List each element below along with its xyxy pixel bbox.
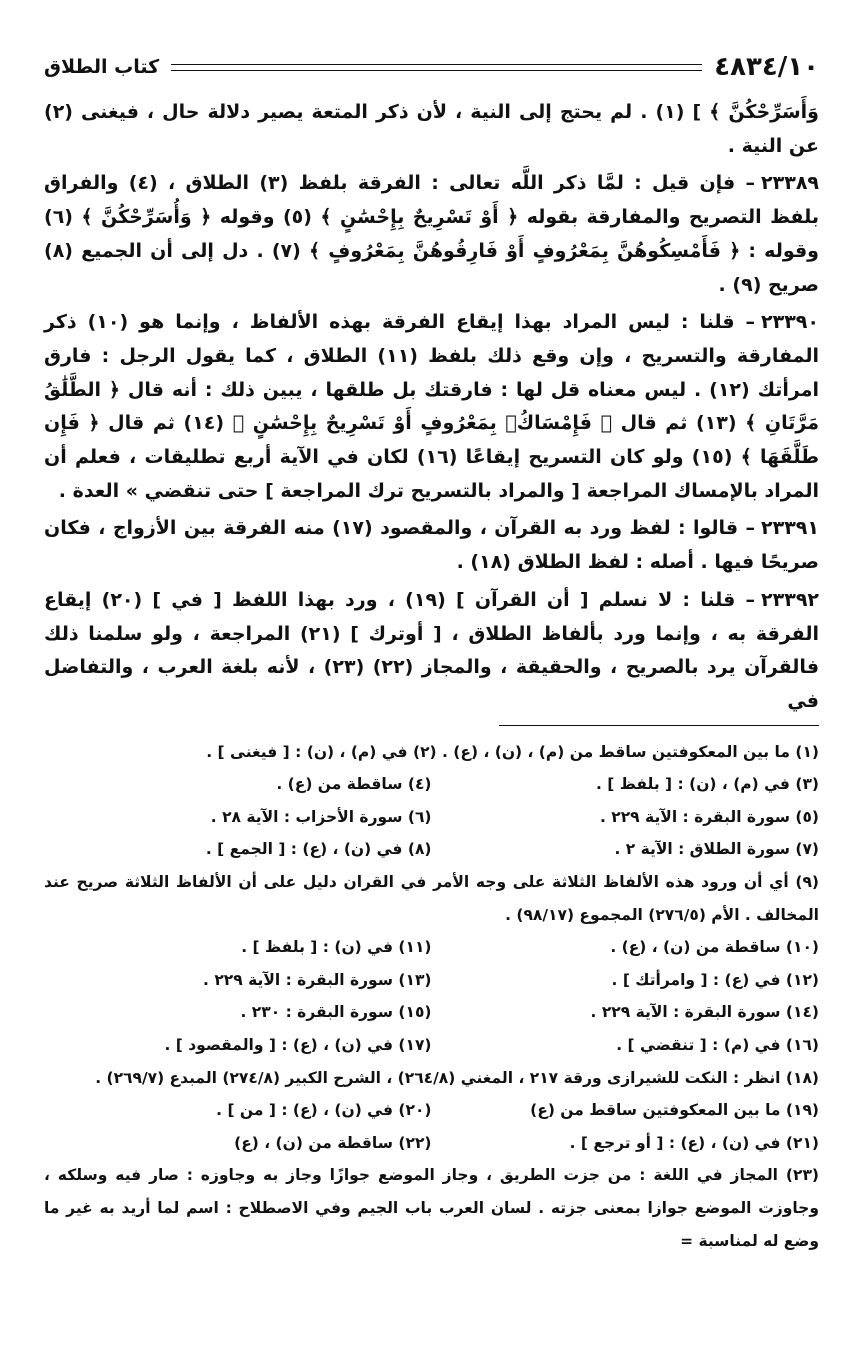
footnote-row [44, 833, 819, 866]
issue-paragraph [44, 512, 819, 579]
footnote: (٨) في (ن) ، (ع) : [ الجمع ] . [205, 840, 432, 859]
paragraph-text: – فإن قيل : لمَّا ذكر اللَّه تعالى : الفرقة بلفظ (٣) الطلاق ، (٤) والفراق بلفظ التصريح والمفارقة بقوله ﴿ أَوْ تَسْرِيحٌ بِإِحْسَٰنٍ ﴾ (٥) وقوله ﴿ وَأُسَرِّحْكُنَّ ﴾ (٦) وقوله : ﴿ فَأَمْسِكُوهُنَّ بِمَعْرُوفٍ أَوْ فَارِقُوهُنَّ بِمَعْرُوفٍ ﴾ (٧) . دل إلى أن الجميع (٨) صريح (٩) . [44, 172, 819, 296]
paragraph-text: – قلنا : ليس المراد بهذا إيقاع الفرقة بهذه الألفاظ ، وإنما هو (١٠) ذكر المفارقة والتسريح ، وإن وقع ذلك بلفظ (١١) الطلاق ، كما يقول الرجل : فارق امرأتك (١٢) . ليس معناه قل لها : فارقتك بل طلقها ، يبين ذلك : أنه قال ﴿ الطَّلَٰقُ مَرَّتَانِ ﴾ (١٣) ثم قال ﴿ فَإِمْسَاكُۢ بِمَعْرُوفٍ أَوْ تَسْرِيحٌ بِإِحْسَٰنٍ ﴾ (١٤) ثم قال ﴿ فَإِن طَلَّقَهَا ﴾ (١٥) ولو كان التسريح إيقاعًا (١٦) لكان في الآية أربع تطليقات ، فعلم أن المراد بالإمساك المراجعة [ والمراد بالتسريح ترك المراجعة ] حتى تنقضي » العدة . [44, 311, 820, 502]
footnote: (١٠) ساقطة من (ن) ، (ع) . [610, 938, 819, 957]
footnote-row [44, 768, 819, 801]
footnote: (١٣) سورة البقرة : الآية ٢٢٩ . [203, 970, 432, 989]
footnote-row [44, 1094, 819, 1127]
footnote-line: (٩) أي أن ورود هذه الألفاظ الثلاثة على وجه الأمر في القران دليل على أن الألفاظ الثلاثة صريح عند المخالف . الأم (٢٧٦/٥) المجموع (٩٨/١٧) . [44, 873, 819, 924]
footnote: (١٥) سورة البقرة : ٢٣٠ . [240, 1003, 432, 1022]
footnote-row [44, 801, 819, 834]
footnote: (٧) سورة الطلاق : الآية ٢ . [614, 840, 819, 859]
paragraph-text: – قالوا : لفظ ورد به القرآن ، والمقصود (١٧) منه الفرقة بين الأزواج ، فكان صريحًا فيها . أصله : لفظ الطلاق (١٨) . [44, 517, 819, 574]
footnote: (٦) سورة الأحزاب : الآية ٢٨ . [210, 807, 432, 826]
page-number: ٤٨٣٤/١٠ [714, 52, 819, 82]
paragraph-text: وَأَسَرِّحْكُنَّ ﴾ ] (١) . لم يحتج إلى النية ، لأن ذكر المتعة يصير دلالة حال ، فيغنى (٢) عن النية . [44, 101, 819, 157]
footnote: (١٧) في (ن) ، (ع) : [ والمقصود ] . [164, 1036, 432, 1054]
footnote-row [44, 1127, 819, 1160]
issue-number: ٢٣٣٩٢ [761, 588, 820, 611]
footnote: (٢٠) في (ن) ، (ع) : [ من ] . [216, 1101, 432, 1120]
footnotes [44, 736, 819, 1258]
page-header [44, 50, 819, 84]
header-rule [171, 64, 702, 71]
footnote-line: (١) ما بين المعكوفتين ساقط من (م) ، (ن) ، (ع) . (٢) في (م) ، (ن) : [ فيغنى ] . [206, 742, 819, 761]
footnote: (١٦) في (م) : [ تنقضي ] . [616, 1036, 819, 1054]
footnote: (١٢) في (ع) : [ وامرأتك ] . [611, 970, 819, 989]
footnote: (٣) في (م) ، (ن) : [ بلفظ ] . [595, 775, 819, 794]
footnote: (٢١) في (ن) ، (ع) : [ أو ترجع ] . [569, 1133, 819, 1152]
main-text [44, 96, 819, 719]
paragraph-text: – قلنا : لا نسلم [ أن القرآن ] (١٩) ، ورد بهذا اللفظ [ في ] (٢٠) إيقاع الفرقة به ، وإنما ورد بألفاظ الطلاق ، [ أوترك ] (٢١) المراجعة ، ولو سلمنا ذلك فالقرآن يرد بالصريح ، والحقيقة ، والمجاز (٢٢) (٢٣) ، لأنه بلغة العرب ، والتفاضل في [44, 588, 820, 712]
footnote: (٤) ساقطة من (ع) . [276, 775, 432, 794]
footnote-row [44, 1029, 819, 1062]
footnote: (٥) سورة البقرة : الآية ٢٢٩ . [599, 807, 819, 826]
footnote-row [44, 931, 819, 964]
issue-paragraph [44, 584, 819, 719]
footnote-divider [499, 725, 819, 726]
issue-number: ٢٣٣٨٩ [761, 172, 820, 195]
footnote: (١٤) سورة البقرة : الآية ٢٢٩ . [590, 1003, 819, 1022]
footnote-row [44, 964, 819, 997]
issue-number: ٢٣٣٩٠ [761, 311, 819, 334]
footnote: (١١) في (ن) : [ بلفظ ] . [241, 938, 432, 957]
footnote: (١٩) ما بين المعكوفتين ساقط من (ع) [530, 1101, 819, 1120]
book-title: كتاب الطلاق [44, 56, 160, 78]
footnote-line: (٢٣) المجاز في اللغة : من جزت الطريق ، وجاز الموضع جوازًا وجاز به وجاوزه : صار فيه وسلكه ، وجاوزت الموضع جوازا بمعنى جزته . لسان العرب باب الجيم وفي الاصطلاح : اسم لما أريد به غير ما وضع له لمناسبة = [44, 1166, 819, 1250]
footnote: (٢٢) ساقطة من (ن) ، (ع) [234, 1133, 432, 1152]
issue-number: ٢٣٣٩١ [761, 517, 819, 540]
issue-paragraph [44, 167, 819, 302]
paragraph-continuation [44, 96, 819, 163]
footnote-line: (١٨) انظر : النكت للشيرازى ورقة ٢١٧ ، المغني (٢٦٤/٨) ، الشرح الكبير (٢٧٤/٨) المبدع (٢٦٩/٧) . [95, 1068, 819, 1087]
issue-paragraph [44, 306, 819, 508]
footnote-row [44, 996, 819, 1029]
